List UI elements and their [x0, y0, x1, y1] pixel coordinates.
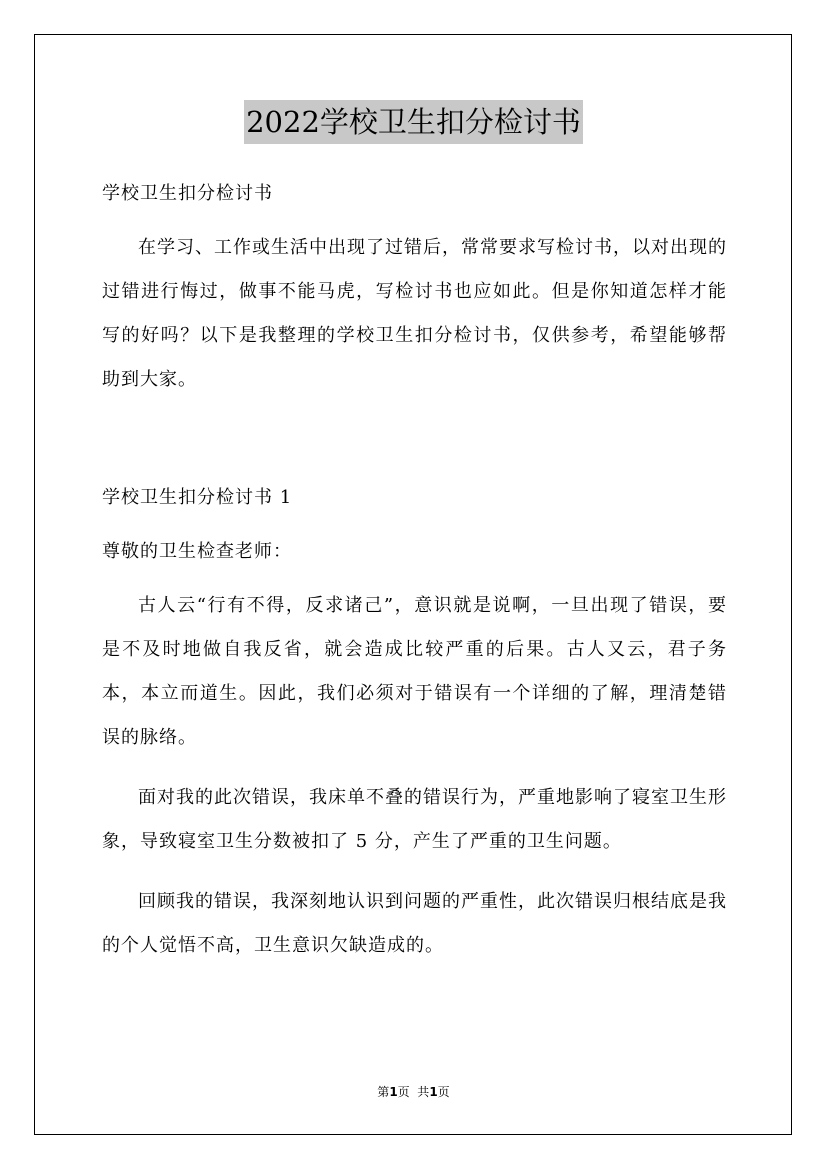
section-gap: [102, 418, 727, 476]
page-prefix: 第: [377, 1085, 390, 1099]
body-text-3: 回顾我的错误，我深刻地认识到问题的严重性，此次错误归根结底是我的个人觉悟不高，卫生意识欠缺造成的。: [102, 891, 727, 956]
page-mid: 页 共: [397, 1085, 430, 1099]
body-paragraph-3: [102, 880, 727, 968]
document-title: 2022学校卫生扣分检讨书: [244, 100, 583, 144]
document-subtitle: 学校卫生扣分检讨书: [102, 183, 273, 204]
title-container: [0, 100, 827, 144]
page-footer: [0, 1082, 827, 1102]
body-paragraph-2: [102, 776, 727, 864]
page-current: 1: [389, 1085, 398, 1099]
intro-paragraph: [102, 226, 727, 402]
section-heading: 学校卫生扣分检讨书 1: [102, 487, 293, 508]
salutation: 尊敬的卫生检查老师：: [102, 541, 292, 562]
page-suffix: 页: [437, 1085, 450, 1099]
body-text-1: 古人云“行有不得，反求诸己”，意识就是说啊，一旦出现了错误，要是不及时地做自我反省，就会造成比较严重的后果。古人又云，君子务本，本立而道生。因此，我们必须对于错误有一个详细的了解，理清楚错误的脉络。: [102, 595, 727, 748]
body-paragraph-1: [102, 584, 727, 760]
document-body: [102, 172, 727, 984]
page-total: 1: [429, 1085, 438, 1099]
intro-text: 在学习、工作或生活中出现了过错后，常常要求写检讨书，以对出现的过错进行悔过，做事不能马虎，写检讨书也应如此。但是你知道怎样才能写的好吗？以下是我整理的学校卫生扣分检讨书，仅供参考，希望能够帮助到大家。: [102, 237, 727, 390]
body-text-2: 面对我的此次错误，我床单不叠的错误行为，严重地影响了寝室卫生形象，导致寝室卫生分数被扣了 5 分，产生了严重的卫生问题。: [102, 787, 727, 852]
